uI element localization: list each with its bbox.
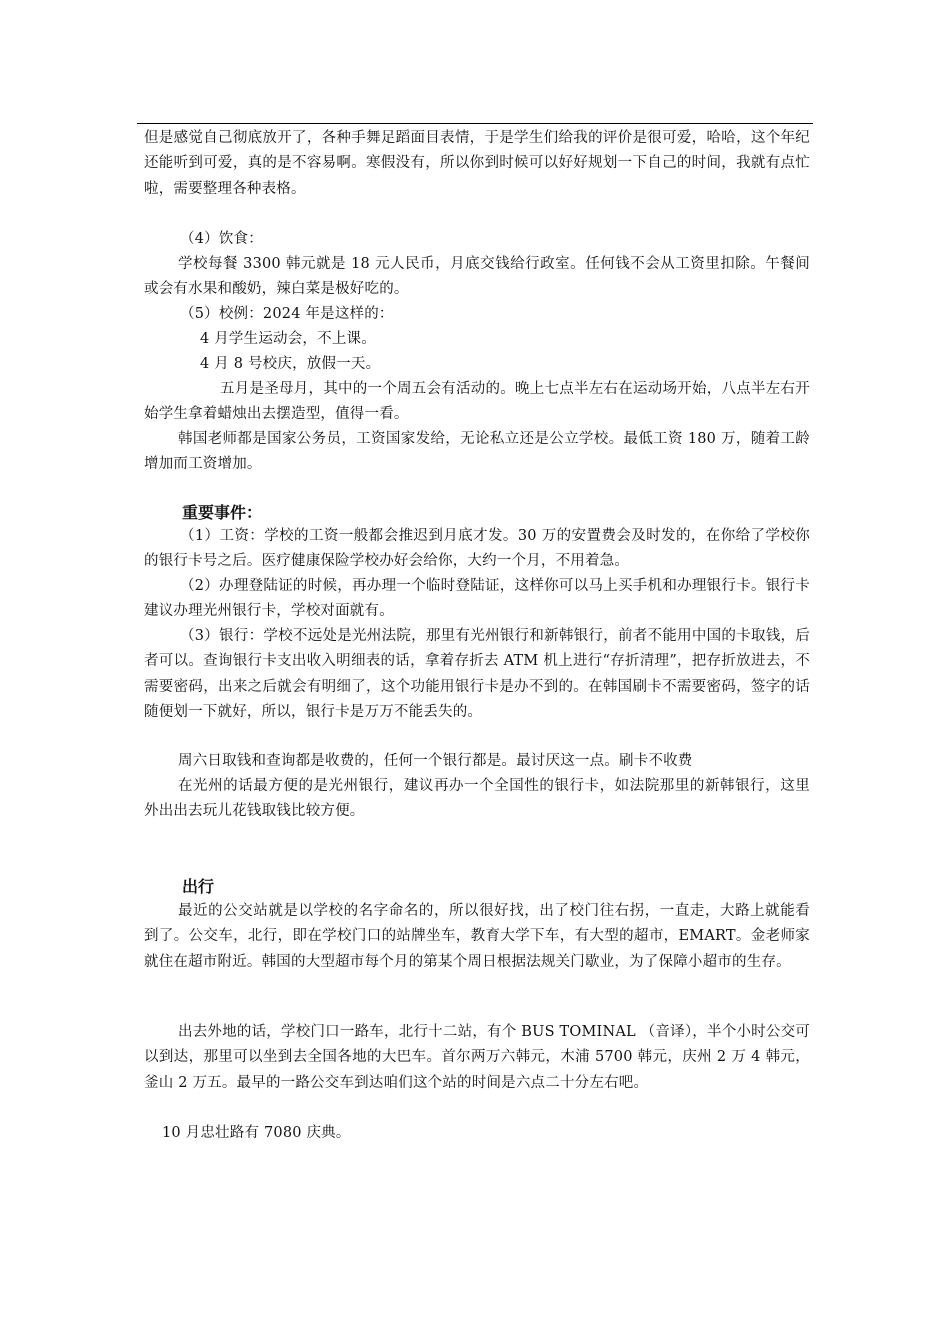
food-text: 学校每餐 3300 韩元就是 18 元人民币，月底交钱给行政室。任何钱不会从工资里扣除。午餐间或会有水果和酸奶，辣白菜是极好吃的。 [144, 256, 810, 298]
rule-may-event: 五月是圣母月，其中的一个周五会有活动的。晚上七点半左右在运动场开始，八点半左右开始学生拿着蜡烛出去摆造型，值得一看。 [144, 381, 810, 423]
event-weekend-fee: 周六日取钱和查询都是收费的，任何一个银行都是。最讨厌这一点。刷卡不收费 [178, 753, 693, 769]
paragraph-intro: 但是感觉自己彻底放开了，各种手舞足蹈面目表情，于是学生们给我的评价是很可爱，哈哈，这个年纪还能听到可爱，真的是不容易啊。寒假没有，所以你到时候可以好好规划一下自己的时间，我就有点忙啦，需要整理各种表格。 [144, 130, 810, 197]
rule-anniversary: 4 月 8 号校庆，放假一天。 [200, 356, 381, 372]
event-registration: （2）办理登陆证的时候，再办理一个临时登陆证，这样你可以马上买手机和办理银行卡。银行卡建议办理光州银行卡，学校对面就有。 [144, 578, 810, 620]
rules-title: （5）校例：2024 年是这样的： [180, 306, 394, 322]
event-salary: （1）工资：学校的工资一般都会推迟到月底才发。30 万的安置费会及时发的，在你给了学校你的银行卡号之后。医疗健康保险学校办好会给你，大约一个月，不用着急。 [144, 528, 810, 570]
salary-note: 韩国老师都是国家公务员，工资国家发给，无论私立还是公立学校。最低工资 180 万，随着工龄增加而工资增加。 [144, 431, 810, 473]
food-title: （4）饮食： [180, 231, 263, 247]
travel-bus-stop: 最近的公交站就是以学校的名字命名的，所以很好找，出了校门往右拐，一直走，大路上就能看到了。公交车，北行，即在学校门口的站牌坐车，教育大学下车，有大型的超市，EMART。金老师家就住在超市附近。韩国的大型超市每个月的第某个周日根据法规关门歇业，为了保障小超市的生存。 [144, 903, 810, 970]
travel-festival: 10 月忠壮路有 7080 庆典。 [162, 1125, 351, 1141]
travel-intercity: 出去外地的话，学校门口一路车，北行十二站，有个 BUS TOMINAL （音译），半个小时公交可以到达，那里可以坐到去全国各地的大巴车。首尔两万六韩元，木浦 5700 韩元，庆州 2 万 4 韩元，釜山 2 万五。最早的一路公交车到达咱们这个站的时间是六点二十分左右吧。 [144, 1024, 810, 1091]
event-bank-tip: 在光州的话最方便的是光州银行，建议再办一个全国性的银行卡，如法院那里的新韩银行，这里外出出去玩儿花钱取钱比较方便。 [144, 778, 810, 820]
events-heading: 重要事件： [182, 503, 263, 522]
event-bank: （3）银行：学校不远处是光州法院，那里有光州银行和新韩银行，前者不能用中国的卡取钱，后者可以。查询银行卡支出收入明细表的话，拿着存折去 ATM 机上进行“存折清理”，把存折放进去，不需要密码，出来之后就会有明细了，这个功能用银行卡是办不到的。在韩国刷卡不需要密码，签字的话随便划一下就好，所以，银行卡是万万不能丢失的。 [144, 628, 810, 720]
rule-sports-day: 4 月学生运动会，不上课。 [200, 331, 376, 347]
travel-heading: 出行 [182, 877, 215, 896]
header-rule [137, 123, 813, 124]
